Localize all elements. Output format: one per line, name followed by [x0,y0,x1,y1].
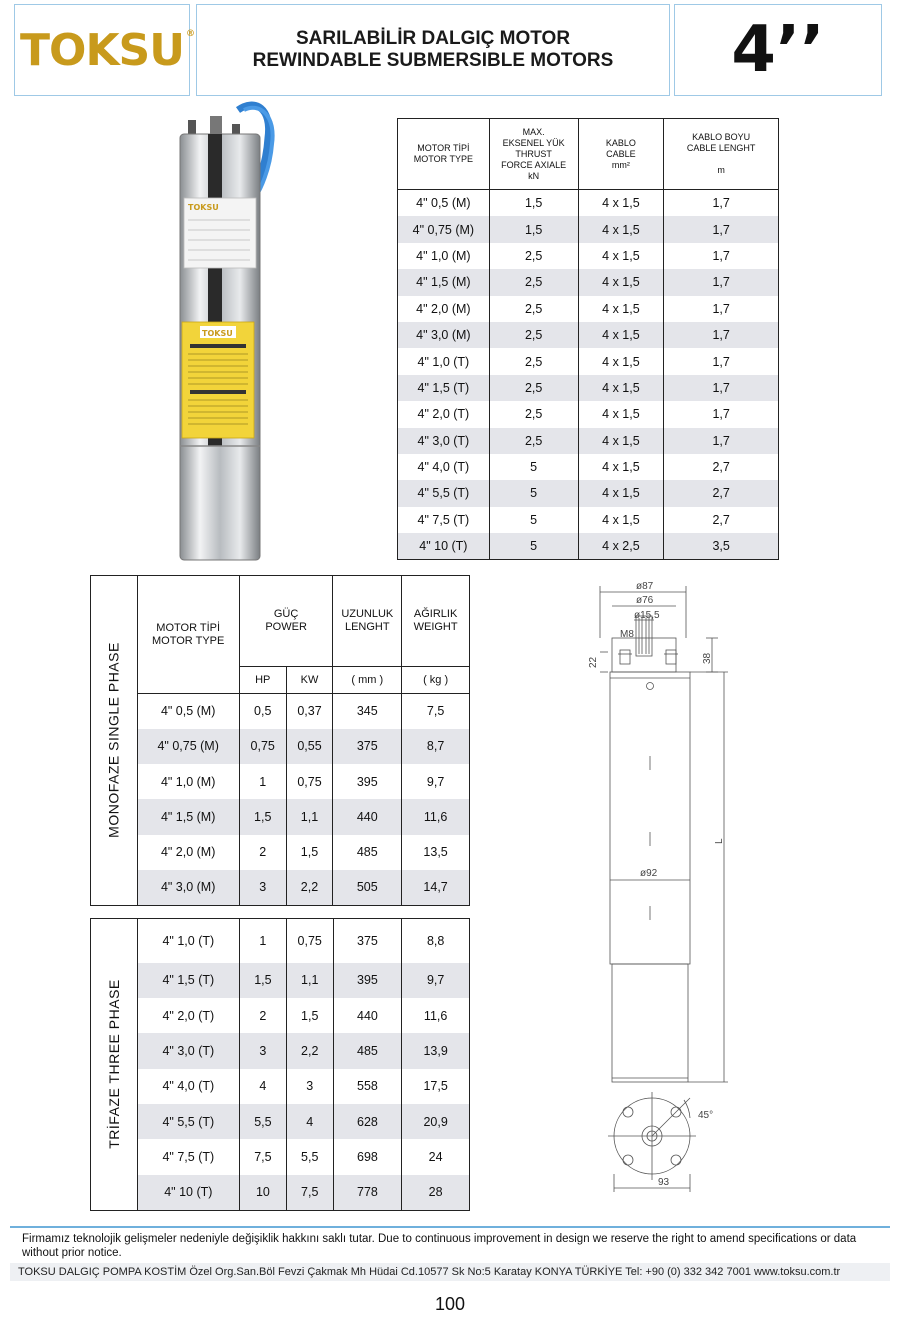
table-cell: 2,7 [664,454,779,480]
table-cell: 7,5 [286,1175,333,1210]
table-cell: 5 [489,533,578,560]
table-cell: 4" 2,0 (T) [137,998,239,1033]
table-cell: 4" 0,5 (M) [137,694,239,729]
table-cell: 2,2 [286,1033,333,1068]
table-cell: 8,8 [402,919,470,963]
table-cell: 1,7 [664,322,779,348]
dim-22: 22 [588,656,599,668]
table-cell: 20,9 [402,1104,470,1139]
table-row [398,269,779,295]
table-cell: 1,7 [664,269,779,295]
table-cell: 2,5 [489,243,578,269]
table-cell: 4" 1,0 (T) [137,919,239,963]
table-row [91,694,470,729]
table-cell: 11,6 [402,799,470,834]
table-cell: 4 x 1,5 [578,269,664,295]
dim-angle: 45° [698,1110,714,1121]
unit-kw: KW [286,667,333,694]
table-row [91,835,470,870]
table-row [398,322,779,348]
table-cell: 2 [239,835,286,870]
table-cell: 4" 3,0 (T) [137,1033,239,1068]
table-row [91,919,470,963]
three-phase-label-cell [91,919,138,1211]
dim-d76: ø76 [636,595,654,606]
nameplate-brand: TOKSU [188,203,219,212]
table-cell: 2,5 [489,401,578,427]
table-cell: 4 x 1,5 [578,428,664,454]
dim-length: L [714,838,725,844]
unit-hp: HP [239,667,286,694]
header-cable: KABLO CABLE mm² [578,119,664,190]
table-cell: 698 [333,1139,402,1174]
table-cell: 1,7 [664,401,779,427]
table-cell: 4" 5,5 (T) [137,1104,239,1139]
dim-93: 93 [658,1177,670,1188]
motor-photo [160,98,280,568]
table-cell: 778 [333,1175,402,1210]
table-cell: 0,75 [286,919,333,963]
logo-box [14,4,194,96]
table-cell: 4 x 1,5 [578,296,664,322]
table-row [398,454,779,480]
table-cell: 4" 1,5 (M) [137,799,239,834]
table-cell: 4 x 1,5 [578,348,664,374]
table-cell: 4" 0,75 (M) [398,216,490,242]
table-row [91,1069,470,1104]
table-cell: 3,5 [664,533,779,560]
table-cell: 4" 1,0 (M) [137,764,239,799]
table-cell: 4 [240,1069,287,1104]
table-row [398,480,779,506]
table-cell: 4" 4,0 (T) [417,460,470,475]
table-cell: 2 [240,998,287,1033]
table-cell: 8,7 [402,729,470,764]
table-cell: 1,7 [664,190,779,217]
table-row [91,870,470,905]
table-row [398,216,779,242]
table-cell: 7,5 [240,1139,287,1174]
table-cell: 9,7 [402,963,470,998]
table-cell: 4" 3,0 (T) [398,428,490,454]
table-row [91,729,470,764]
table-cell: 4 x 1,5 [578,507,664,533]
table-cell: 395 [333,764,402,799]
table-cell: 4 [286,1104,333,1139]
table-cell: 5,5 [286,1139,333,1174]
table-cell: 440 [333,799,402,834]
table-cell: 4" 1,0 (M) [416,248,471,263]
table-cell: 5 [489,454,578,480]
power-table-header [91,576,470,667]
table-row [91,963,470,998]
motor-size: 4’’ [731,13,825,87]
dim-38: 38 [702,652,713,664]
table-cell: 2,7 [664,480,779,506]
table-cell: 395 [333,963,402,998]
table-cell: 1,7 [664,296,779,322]
table-cell: 345 [333,694,402,729]
table-cell: 485 [333,1033,402,1068]
title-box [196,4,670,96]
table-cell: 3 [286,1069,333,1104]
table-cell: 0,75 [239,729,286,764]
dim-d92: ø92 [640,868,658,879]
table-cell: 1 [239,764,286,799]
table-cell: 4 x 1,5 [578,480,664,506]
table-cell: 4 x 1,5 [578,322,664,348]
table-cell: 558 [333,1069,402,1104]
header-cable-length: KABLO BOYU CABLE LENGHT m [664,119,779,190]
table-cell: 3 [239,870,286,905]
table-cell: 9,7 [402,764,470,799]
size-box [674,4,882,96]
table-cell: 2,5 [489,348,578,374]
table-cell: 4" 7,5 (T) [417,512,470,527]
table-cell: 0,5 [239,694,286,729]
table-cell: 1,1 [286,799,333,834]
table-cell: 0,37 [286,694,333,729]
table-cell: 4" 4,0 (T) [137,1069,239,1104]
table-cell: 0,55 [286,729,333,764]
table-cell: 1,5 [239,799,286,834]
table-cell: 4" 2,0 (M) [416,301,471,316]
table-cell: 505 [333,870,402,905]
table-cell: 4" 10 (T) [137,1175,239,1210]
footer-notice: Firmamız teknolojik gelişmeler nedeniyle değişiklik hakkını saklı tutar. Due to continuous improvement in design we reserve the right to amend specifications or data without prior notice. [22,1233,857,1259]
table-row [398,375,779,401]
page-number: 100 [434,1294,466,1314]
single-phase-table [90,575,470,906]
footer-rule [10,1226,890,1228]
table-cell: 440 [333,998,402,1033]
table-cell: 1,1 [286,963,333,998]
table-cell: 1,5 [489,190,578,217]
table-cell: 4 x 1,5 [578,243,664,269]
table-cell: 1,5 [240,963,287,998]
three-phase-table [90,918,470,1211]
table-cell: 7,5 [402,694,470,729]
table-cell: 4" 10 (T) [398,533,490,560]
table-cell: 4" 0,75 (M) [137,729,239,764]
table-cell: 1,5 [489,216,578,242]
table-cell: 2,5 [489,375,578,401]
header-power: GÜÇ POWER [239,576,333,667]
table-cell: 4" 0,5 (M) [416,196,471,211]
table-row [398,401,779,427]
dim-d15-5: ø15,5 [634,610,660,621]
cable-table [397,118,779,560]
header-thrust: MAX. EKSENEL YÜK THRUST FORCE AXIALE kN [489,119,578,190]
header-length: UZUNLUK LENGHT [333,576,402,667]
table-cell: 4 x 1,5 [578,190,664,217]
table-row [398,296,779,322]
table-cell: 4" 3,0 (M) [398,322,490,348]
single-phase-label-cell [91,576,138,906]
table-cell: 4" 7,5 (T) [137,1139,239,1174]
table-row [91,998,470,1033]
table-row [91,1104,470,1139]
table-cell: 4" 5,5 (T) [398,480,490,506]
table-row [91,1033,470,1068]
table-cell: 1,7 [664,428,779,454]
table-row [398,348,779,374]
table-cell: 485 [333,835,402,870]
title-english: REWINDABLE SUBMERSIBLE MOTORS [252,50,614,71]
table-cell: 1,7 [664,216,779,242]
table-cell: 2,7 [664,507,779,533]
table-row [398,533,779,560]
header-weight: AĞIRLIK WEIGHT [402,576,470,667]
table-cell: 4" 1,5 (T) [398,375,490,401]
table-cell: 4 x 1,5 [578,375,664,401]
table-cell: 4" 1,5 (T) [137,963,239,998]
table-cell: 5,5 [240,1104,287,1139]
table-cell: 4" 3,0 (M) [137,870,239,905]
table-cell: 2,5 [489,428,578,454]
table-row [398,190,779,217]
table-cell: 4 x 2,5 [578,533,664,560]
footer-address: TOKSU DALGIÇ POMPA KOSTİM Özel Org.San.Böl Fevzi Çakmak Mh Hüdai Cd.10577 Sk No:5 Karatay KONYA TÜRKİYE Tel: +90 (0) 332 342 7001 www.toksu.com.tr [18,1266,841,1278]
header-motor-type-2: MOTOR TİPİ MOTOR TYPE [137,576,239,694]
title-turkish: SARILABİLİR DALGIÇ MOTOR [295,28,571,49]
table-cell: 1,7 [664,348,779,374]
motor-dimension-drawing [578,578,738,1196]
table-cell: 375 [333,729,402,764]
table-row [398,243,779,269]
table-cell: 1 [240,919,287,963]
table-cell: 3 [240,1033,287,1068]
table-cell: 5 [489,507,578,533]
table-cell: 375 [333,919,402,963]
brand-logo: TOKSU ® [20,24,194,76]
table-row [91,1175,470,1210]
table-cell: 2,2 [286,870,333,905]
table-cell: 2,5 [489,322,578,348]
table-cell: 1,5 [286,835,333,870]
single-phase-label: MONOFAZE SINGLE PHASE [105,642,122,839]
table-row [398,507,779,533]
table-cell: 1,7 [664,375,779,401]
table-row [91,1139,470,1174]
table-cell: 10 [240,1175,287,1210]
table-cell: 2,5 [489,296,578,322]
table-cell: 4 x 1,5 [578,216,664,242]
table-cell: 28 [402,1175,470,1210]
table-cell: 4" 2,0 (T) [417,407,470,422]
table-cell: 13,9 [402,1033,470,1068]
table-cell: 17,5 [402,1069,470,1104]
dim-d87: ø87 [636,581,654,592]
table-cell: 4 x 1,5 [578,454,664,480]
table-cell: 4" 2,0 (M) [137,835,239,870]
table-cell: 0,75 [286,764,333,799]
table-cell: 24 [402,1139,470,1174]
table-cell: 2,5 [489,269,578,295]
warning-label-brand: TOKSU [202,329,233,338]
table-cell: 4 x 1,5 [578,401,664,427]
table-row [91,799,470,834]
table-cell: 14,7 [402,870,470,905]
table-row [91,764,470,799]
unit-kg: ( kg ) [402,667,470,694]
unit-mm: ( mm ) [333,667,402,694]
table-cell: 1,5 [286,998,333,1033]
table-cell: 1,7 [664,243,779,269]
cable-table-header [398,119,779,190]
table-cell: 4" 1,5 (M) [398,269,490,295]
dim-m8: M8 [620,629,634,640]
table-cell: 628 [333,1104,402,1139]
table-cell: 11,6 [402,998,470,1033]
table-cell: 5 [489,480,578,506]
table-cell: 4" 1,0 (T) [417,354,470,369]
table-row [398,428,779,454]
header-motor-type: MOTOR TİPİ MOTOR TYPE [398,119,490,190]
table-cell: 13,5 [402,835,470,870]
three-phase-label: TRİFAZE THREE PHASE [105,979,122,1150]
